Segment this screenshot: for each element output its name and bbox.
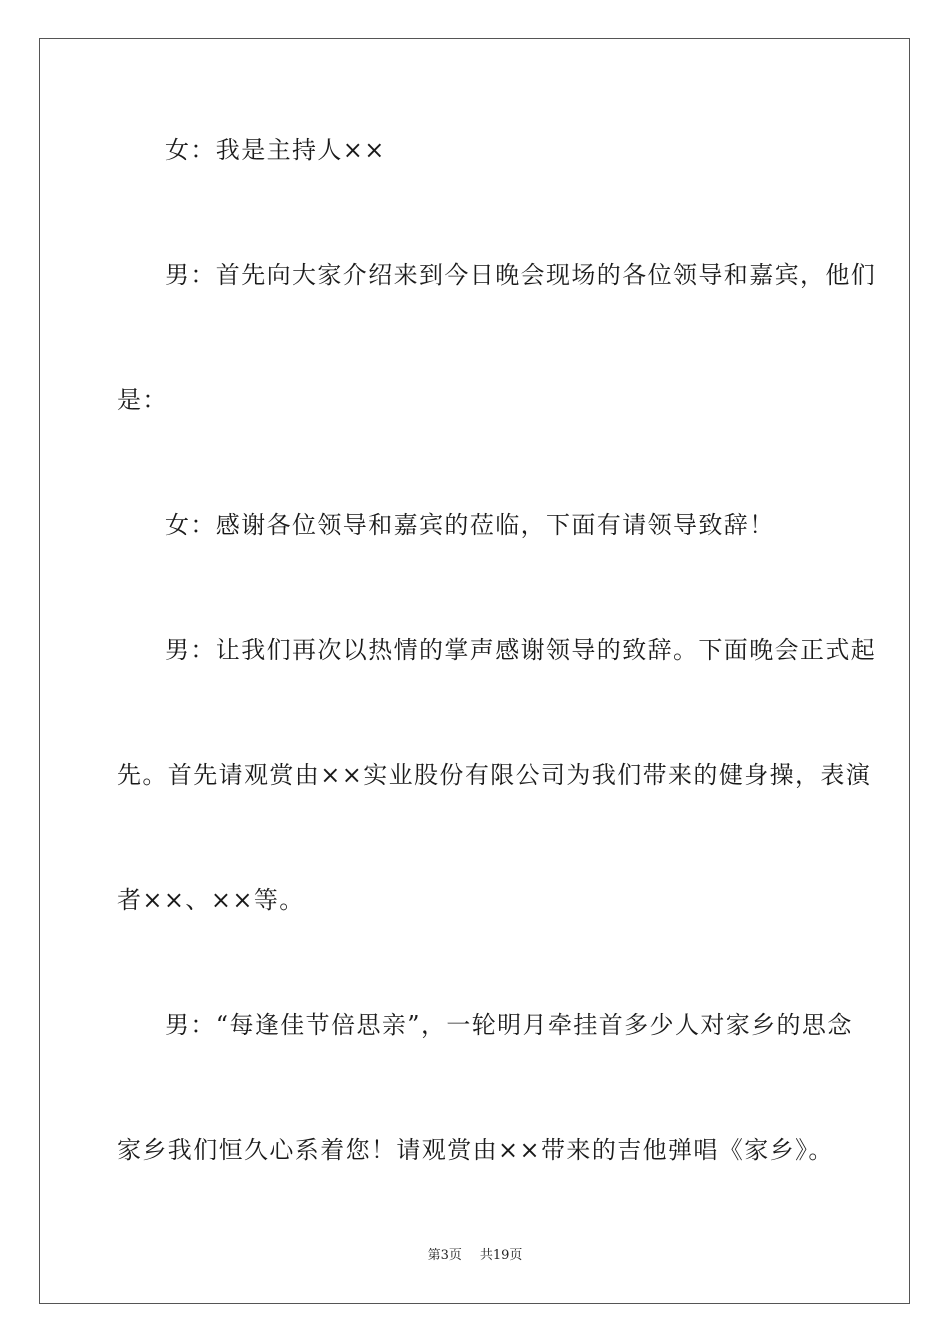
page-total: 共19页 bbox=[479, 1248, 523, 1263]
text-line: 家乡我们恒久心系着您！请观赏由××带来的吉他弹唱《家乡》。 bbox=[117, 1136, 834, 1164]
text-line: 男：让我们再次以热情的掌声感谢领导的致辞。下面晚会正式起 bbox=[165, 636, 877, 664]
text-line: 先。首先请观赏由××实业股份有限公司为我们带来的健身操，表演 bbox=[117, 761, 872, 789]
page-border bbox=[39, 38, 910, 1304]
text-line: 男：“每逢佳节倍思亲”，一轮明月牵挂首多少人对家乡的思念 bbox=[165, 1011, 853, 1039]
text-line: 女：感谢各位领导和嘉宾的莅临，下面有请领导致辞！ bbox=[165, 511, 775, 539]
page-number: 第3页 bbox=[427, 1248, 462, 1263]
text-line: 是： bbox=[117, 386, 168, 414]
page-footer bbox=[0, 1247, 950, 1265]
text-line: 者××、××等。 bbox=[117, 886, 305, 914]
text-line: 男：首先向大家介绍来到今日晚会现场的各位领导和嘉宾，他们 bbox=[165, 261, 877, 289]
text-line: 女：我是主持人×× bbox=[165, 136, 386, 164]
